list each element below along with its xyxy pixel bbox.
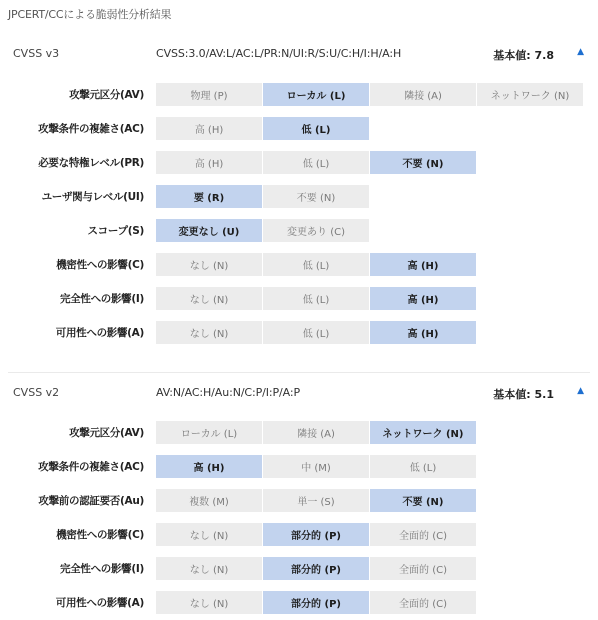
metric-row: [0, 489, 598, 512]
metric-option[interactable]: 変更あり (C): [263, 219, 369, 242]
metric-option[interactable]: 全面的 (C): [370, 591, 476, 614]
metric-label: 攻撃元区分(AV): [69, 427, 144, 439]
cvss-v3-collapse-icon[interactable]: ▲: [577, 47, 584, 57]
cvss-v2-base-score: 基本値: 5.1: [493, 388, 554, 401]
metric-label: 機密性への影響(C): [56, 529, 144, 541]
metric-label: 攻撃条件の複雑さ(AC): [38, 461, 144, 473]
metric-options: [156, 151, 477, 174]
metric-options: [156, 321, 477, 344]
metric-row: [0, 421, 598, 444]
metric-option[interactable]: なし (N): [156, 557, 262, 580]
metric-options: [156, 185, 370, 208]
metric-row: [0, 557, 598, 580]
metric-row: [0, 455, 598, 478]
metric-options: [156, 489, 477, 512]
page-title: JPCERT/CCによる脆弱性分析結果: [8, 8, 172, 21]
metric-option[interactable]: 隣接 (A): [370, 83, 476, 106]
metric-options: [156, 83, 584, 106]
metric-option-selected[interactable]: 要 (R): [156, 185, 262, 208]
cvss-v3-base-score: 基本値: 7.8: [493, 49, 554, 62]
metric-option[interactable]: 中 (M): [263, 455, 369, 478]
cvss-v3-title: CVSS v3: [13, 47, 60, 60]
metric-option[interactable]: なし (N): [156, 591, 262, 614]
metric-label: 攻撃元区分(AV): [69, 89, 144, 101]
metric-option[interactable]: 物理 (P): [156, 83, 262, 106]
metric-option[interactable]: なし (N): [156, 523, 262, 546]
metric-label: 可用性への影響(A): [55, 327, 144, 339]
section-divider: [8, 372, 590, 373]
metric-option-selected[interactable]: 部分的 (P): [263, 591, 369, 614]
metric-row: [0, 151, 598, 174]
metric-option-selected[interactable]: 高 (H): [370, 253, 476, 276]
metric-label: 攻撃前の認証要否(Au): [38, 495, 144, 507]
metric-option-selected[interactable]: 高 (H): [370, 321, 476, 344]
metric-label: 必要な特権レベル(PR): [38, 157, 144, 169]
metric-options: [156, 523, 477, 546]
metric-label: 完全性への影響(I): [59, 293, 144, 305]
metric-option[interactable]: 高 (H): [156, 117, 262, 140]
metric-option-selected[interactable]: 部分的 (P): [263, 557, 369, 580]
metric-option-selected[interactable]: 変更なし (U): [156, 219, 262, 242]
metric-option[interactable]: 全面的 (C): [370, 523, 476, 546]
metric-row: [0, 523, 598, 546]
metric-option-selected[interactable]: 高 (H): [370, 287, 476, 310]
metric-option[interactable]: 低 (L): [263, 321, 369, 344]
metric-option-selected[interactable]: ローカル (L): [263, 83, 369, 106]
metric-option[interactable]: 高 (H): [156, 151, 262, 174]
metric-options: [156, 591, 477, 614]
metric-label: 機密性への影響(C): [56, 259, 144, 271]
metric-row: [0, 185, 598, 208]
cvss-v2-vector: AV:N/AC:H/Au:N/C:P/I:P/A:P: [156, 386, 301, 399]
metric-option[interactable]: 不要 (N): [263, 185, 369, 208]
metric-row: [0, 219, 598, 242]
metric-option[interactable]: 低 (L): [263, 151, 369, 174]
metric-options: [156, 287, 477, 310]
metric-option-selected[interactable]: 不要 (N): [370, 151, 476, 174]
metric-option[interactable]: 複数 (M): [156, 489, 262, 512]
metric-option[interactable]: なし (N): [156, 253, 262, 276]
metric-options: [156, 455, 477, 478]
metric-option[interactable]: 低 (L): [263, 253, 369, 276]
metric-options: [156, 219, 370, 242]
cvss-v3-vector: CVSS:3.0/AV:L/AC:L/PR:N/UI:R/S:U/C:H/I:H/A:H: [156, 47, 402, 60]
metric-options: [156, 117, 370, 140]
metric-label: ユーザ関与レベル(UI): [41, 191, 144, 203]
metric-option[interactable]: 低 (L): [370, 455, 476, 478]
cvss-v2-title: CVSS v2: [13, 386, 60, 399]
metric-row: [0, 83, 598, 106]
cvss-v3-header: [0, 44, 598, 64]
metric-label: 完全性への影響(I): [59, 563, 144, 575]
metric-option[interactable]: なし (N): [156, 321, 262, 344]
metric-row: [0, 591, 598, 614]
metric-option-selected[interactable]: 高 (H): [156, 455, 262, 478]
metric-row: [0, 117, 598, 140]
metric-option-selected[interactable]: 低 (L): [263, 117, 369, 140]
metric-label: 攻撃条件の複雑さ(AC): [38, 123, 144, 135]
metric-option-selected[interactable]: 不要 (N): [370, 489, 476, 512]
metric-row: [0, 287, 598, 310]
metric-row: [0, 253, 598, 276]
metric-option[interactable]: なし (N): [156, 287, 262, 310]
metric-option[interactable]: 単一 (S): [263, 489, 369, 512]
metric-row: [0, 321, 598, 344]
metric-label: 可用性への影響(A): [55, 597, 144, 609]
metric-option[interactable]: 全面的 (C): [370, 557, 476, 580]
cvss-v2-collapse-icon[interactable]: ▲: [577, 386, 584, 396]
cvss-v2-header: [0, 383, 598, 403]
metric-option-selected[interactable]: 部分的 (P): [263, 523, 369, 546]
metric-option[interactable]: ネットワーク (N): [477, 83, 583, 106]
metric-option[interactable]: ローカル (L): [156, 421, 262, 444]
metric-option-selected[interactable]: ネットワーク (N): [370, 421, 476, 444]
metric-option[interactable]: 低 (L): [263, 287, 369, 310]
metric-label: スコープ(S): [87, 225, 144, 237]
metric-options: [156, 557, 477, 580]
metric-options: [156, 253, 477, 276]
metric-option[interactable]: 隣接 (A): [263, 421, 369, 444]
metric-options: [156, 421, 477, 444]
